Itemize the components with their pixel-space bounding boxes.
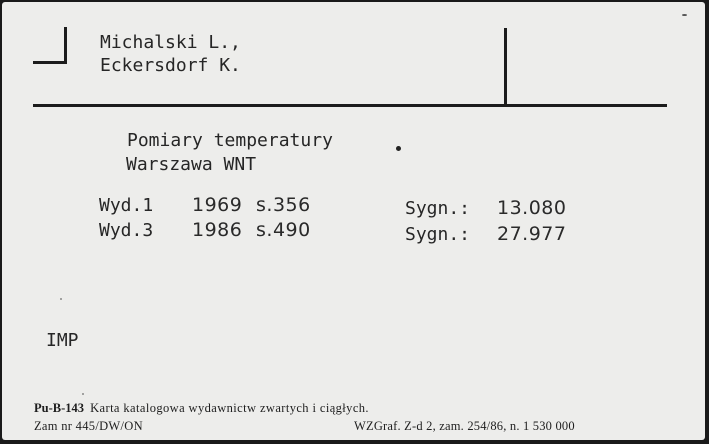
edition-3-pages: s.490 bbox=[256, 219, 311, 241]
author-line-1: Michalski L., bbox=[100, 32, 241, 53]
edition-1-year: 1969 bbox=[192, 194, 243, 216]
author-line-2: Eckersdorf K. bbox=[100, 55, 241, 76]
edition-1-pages: s.356 bbox=[256, 194, 311, 216]
form-title: Karta katalogowa wydawnictw zwartych i ciągłych. bbox=[90, 401, 369, 415]
edition-3-year: 1986 bbox=[192, 219, 243, 241]
footer-line-1 bbox=[34, 401, 369, 416]
location-note: IMP bbox=[46, 330, 79, 351]
printer-info: WZGraf. Z-d 2, zam. 254/86, n. 1 530 000 bbox=[354, 419, 575, 433]
paper-speck bbox=[60, 298, 62, 300]
edition-3-sygn: 27.977 bbox=[497, 223, 567, 245]
header-rule bbox=[33, 104, 667, 107]
paper-speck bbox=[82, 393, 84, 395]
edition-1-sygn: 13.080 bbox=[497, 197, 567, 219]
edition-3-label: Wyd.3 bbox=[99, 220, 154, 241]
edition-1-sygn-label: Sygn.: bbox=[405, 198, 471, 219]
title-end-dot bbox=[396, 146, 401, 151]
catalog-card bbox=[2, 2, 705, 440]
edition-3-sygn-label: Sygn.: bbox=[405, 224, 471, 245]
edition-1-label: Wyd.1 bbox=[99, 195, 154, 216]
book-title: Pomiary temperatury bbox=[127, 130, 333, 151]
corner-bracket-horizontal bbox=[33, 61, 67, 64]
header-vertical-divider bbox=[504, 28, 507, 104]
order-number: Zam nr 445/DW/ON bbox=[34, 419, 143, 433]
publisher: Warszawa WNT bbox=[126, 154, 257, 175]
paper-speck bbox=[682, 14, 687, 16]
corner-bracket-vertical bbox=[64, 27, 67, 64]
form-code: Pu-B-143 bbox=[34, 401, 84, 415]
